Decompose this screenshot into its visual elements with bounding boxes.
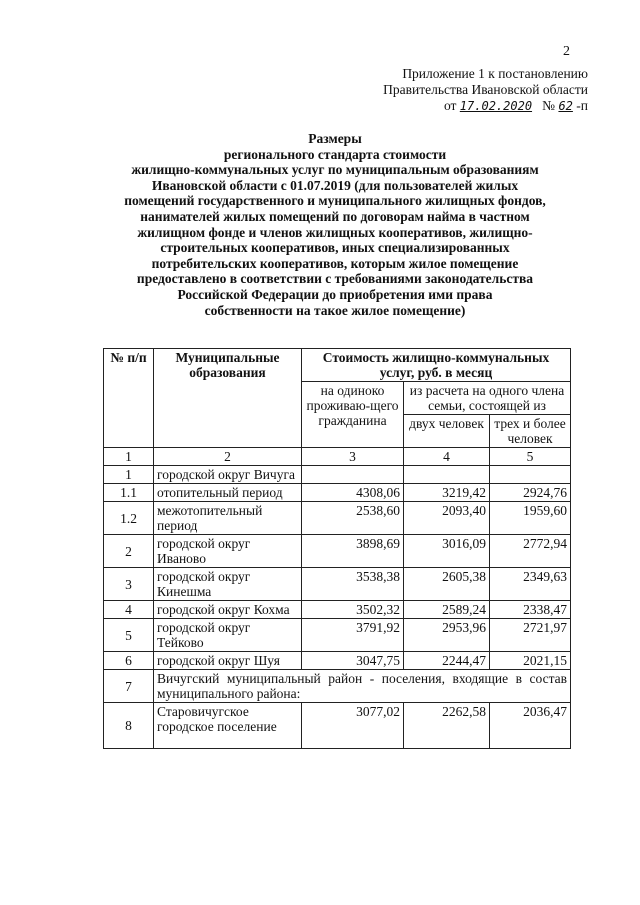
table-row: [104, 535, 571, 568]
row-single: 3047,75: [302, 652, 404, 670]
row-single: 3077,02: [302, 703, 404, 749]
table-row: [104, 601, 571, 619]
column-number: 5: [490, 448, 571, 466]
row-number: 6: [104, 652, 154, 670]
row-three: 2721,97: [490, 619, 571, 652]
row-three: 2349,63: [490, 568, 571, 601]
column-number-row: [104, 448, 571, 466]
title-line-7: жилищном фонде и членов жилищных кооперативов, жилищно-: [137, 224, 533, 240]
column-number: 2: [154, 448, 302, 466]
title-line-6: нанимателей жилых помещений по договорам найма в частном: [140, 208, 530, 224]
row-single: 3502,32: [302, 601, 404, 619]
row-two: 2262,58: [404, 703, 490, 749]
table-row: [104, 568, 571, 601]
row-number: 3: [104, 568, 154, 601]
row-district-heading: Вичугский муниципальный район - поселения, входящие в состав муниципального района:: [154, 670, 571, 703]
document-title: [100, 131, 570, 318]
row-number: 7: [104, 670, 154, 703]
row-three: 2772,94: [490, 535, 571, 568]
appendix-line-1: Приложение 1 к постановлению: [402, 66, 588, 81]
title-line-4: Ивановской области с 01.07.2019 (для пользователей жилых: [151, 177, 519, 193]
title-line-5: помещений государственного и муниципального жилищных фондов,: [124, 193, 546, 209]
header-row-1: [104, 349, 571, 382]
date-prefix: от: [443, 98, 457, 113]
header-two: двух человек: [404, 415, 490, 448]
title-line-1: Размеры: [308, 131, 362, 146]
header-municipality: Муниципальные образования: [154, 349, 302, 448]
row-municipality: городской округ Иваново: [154, 535, 302, 568]
table-row: [104, 652, 571, 670]
header-single: на одиноко проживаю-щего гражданина: [302, 382, 404, 448]
row-single: 3898,69: [302, 535, 404, 568]
row-number: 1.1: [104, 484, 154, 502]
page-number: 2: [563, 44, 570, 59]
row-municipality: городской округ Шуя: [154, 652, 302, 670]
appendix-line-2: Правительства Ивановской области: [383, 82, 588, 97]
title-line-9: потребительских кооперативов, которым жилое помещение: [151, 255, 519, 271]
header-per-member: из расчета на одного члена семьи, состоящей из: [404, 382, 571, 415]
row-two: 2244,47: [404, 652, 490, 670]
header-num: № п/п: [104, 349, 154, 448]
header-cost: Стоимость жилищно-коммунальных услуг, руб. в месяц: [302, 349, 571, 382]
row-municipality: городской округ Тейково: [154, 619, 302, 652]
title-line-2: регионального стандарта стоимости: [223, 146, 447, 162]
row-two: [404, 466, 490, 484]
row-three: 2924,76: [490, 484, 571, 502]
row-number: 1: [104, 466, 154, 484]
row-municipality: городской округ Вичуга: [154, 466, 302, 484]
row-two: 2093,40: [404, 502, 490, 535]
rates-table: [103, 348, 571, 749]
row-three: 2036,47: [490, 703, 571, 749]
table-row: [104, 670, 571, 703]
number-suffix: -п: [576, 98, 588, 113]
row-three: [490, 466, 571, 484]
row-municipality: межотопительный период: [154, 502, 302, 535]
row-two: 2605,38: [404, 568, 490, 601]
handwritten-date: 17.02.2020: [459, 99, 533, 113]
row-single: 3538,38: [302, 568, 404, 601]
row-three: 1959,60: [490, 502, 571, 535]
row-number: 5: [104, 619, 154, 652]
column-number: 3: [302, 448, 404, 466]
appendix-header: [348, 66, 588, 114]
table-row: [104, 619, 571, 652]
row-single: [302, 466, 404, 484]
row-number: 4: [104, 601, 154, 619]
row-number: 1.2: [104, 502, 154, 535]
row-two: 3016,09: [404, 535, 490, 568]
row-municipality: городской округ Кинешма: [154, 568, 302, 601]
title-line-8: строительных кооперативов, иных специализированных: [160, 240, 510, 256]
table-row: [104, 466, 571, 484]
row-municipality: Старовичугское городское поселение: [154, 703, 302, 749]
handwritten-number: 62: [558, 99, 573, 113]
row-two: 2953,96: [404, 619, 490, 652]
column-number: 4: [404, 448, 490, 466]
row-single: 2538,60: [302, 502, 404, 535]
column-number: 1: [104, 448, 154, 466]
row-two: 3219,42: [404, 484, 490, 502]
header-three: трех и более человек: [490, 415, 571, 448]
title-line-12: собственности на такое жилое помещение): [204, 302, 466, 318]
table-row: [104, 484, 571, 502]
row-three: 2021,15: [490, 652, 571, 670]
row-two: 2589,24: [404, 601, 490, 619]
row-three: 2338,47: [490, 601, 571, 619]
title-line-11: Российской Федерации до приобретения ими права: [177, 286, 493, 302]
row-number: 8: [104, 703, 154, 749]
row-single: 3791,92: [302, 619, 404, 652]
number-prefix: №: [542, 98, 556, 113]
table-row: [104, 703, 571, 749]
row-single: 4308,06: [302, 484, 404, 502]
row-municipality: отопительный период: [154, 484, 302, 502]
table-row: [104, 502, 571, 535]
title-line-3: жилищно-коммунальных услуг по муниципальным образованиям: [131, 162, 539, 178]
row-municipality: городской округ Кохма: [154, 601, 302, 619]
row-number: 2: [104, 535, 154, 568]
title-line-10: предоставлено в соответствии с требованиями законодательства: [136, 271, 534, 287]
appendix-date-line: [348, 98, 588, 114]
